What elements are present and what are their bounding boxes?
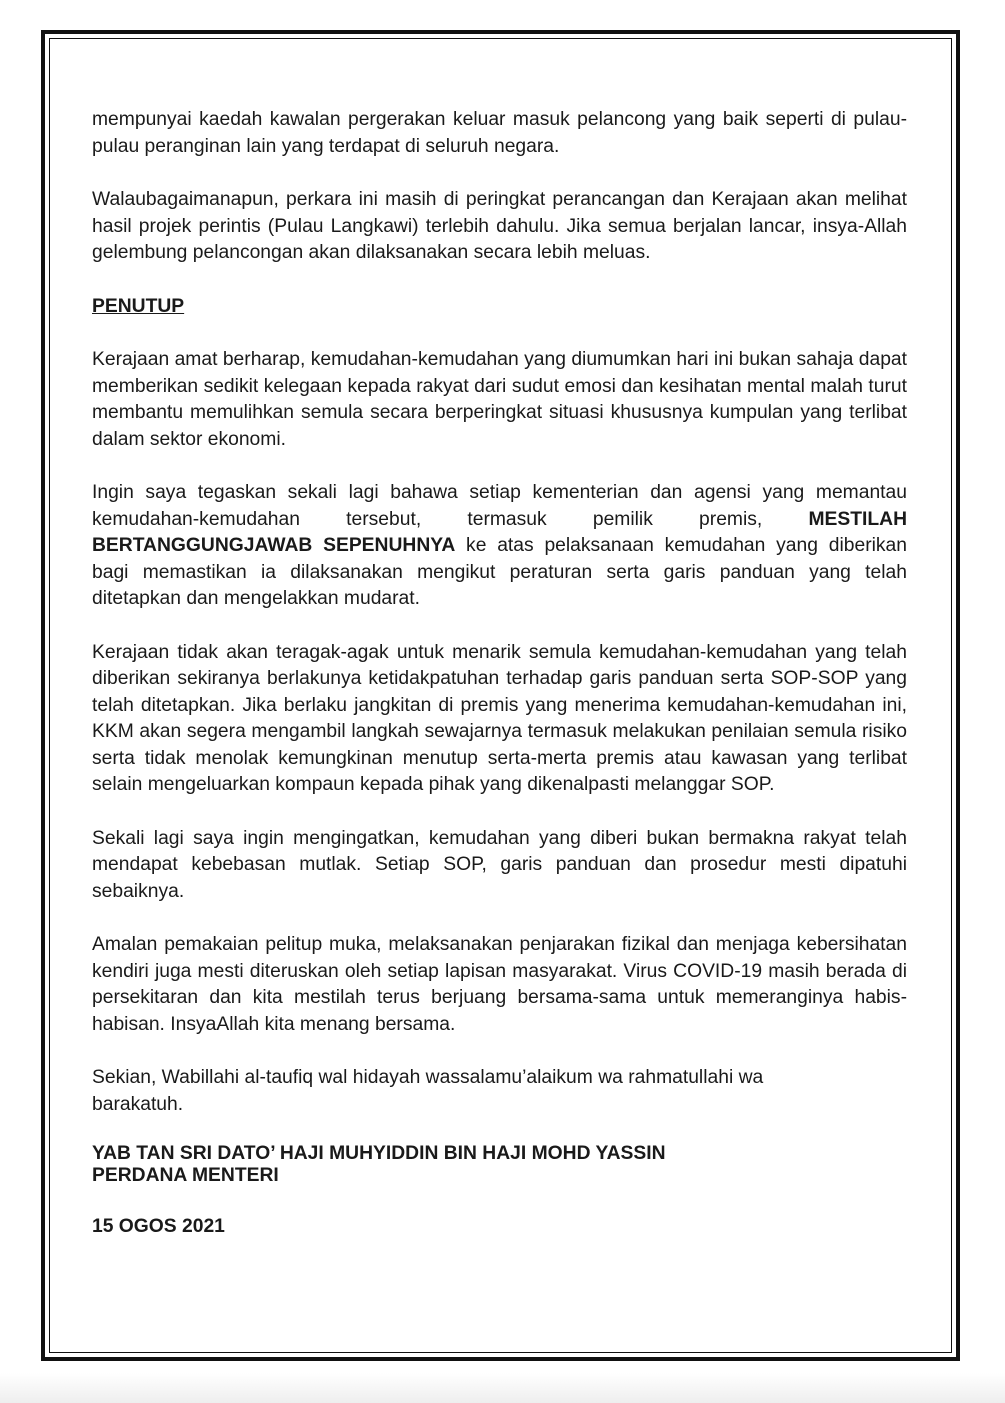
paragraph-5: Kerajaan tidak akan teragak-agak untuk menarik semula kemudahan-kemudahan yang telah diberikan sekiranya berlakunya ketidakpatuhan terhadap garis panduan serta SOP-SOP yang telah ditetapkan. Jika berlaku jangkitan di premis yang menerima kemudahan-kemudahan ini, KKM akan segera mengambil langkah sewajarnya termasuk melakukan penilaian semula risiko serta tidak menolak kemungkinan menutup serta-merta premis atau kawasan yang terlibat selain mengeluarkan kompaun kepada pihak yang dikenalpasti melanggar SOP. — [92, 641, 907, 795]
section-heading-penutup: PENUTUP — [92, 295, 185, 317]
paragraph-4-emphasis: MESTILAH BERTANGGUNGJAWAB SEPENUHNYA — [92, 508, 907, 556]
paragraph-4-text-end: ke atas pelaksanaan kemudahan yang diberikan bagi memastikan ia dilaksanakan mengikut peraturan serta garis panduan yang telah ditetapkan dan mengelakkan mudarat. — [92, 535, 907, 609]
document-body — [92, 107, 907, 1241]
paragraph-1: mempunyai kaedah kawalan pergerakan keluar masuk pelancong yang baik seperti di pulau-pulau peranginan lain yang terdapat di seluruh negara. — [92, 109, 907, 157]
signatory-name: YAB TAN SRI DATO’ HAJI MUHYIDDIN BIN HAJI MOHD YASSIN — [92, 1143, 666, 1164]
paragraph-6: Sekali lagi saya ingin mengingatkan, kemudahan yang diberi bukan bermakna rakyat telah mendapat kebebasan mutlak. Setiap SOP, garis panduan dan prosedur mesti dipatuhi sebaiknya. — [92, 827, 907, 902]
paragraph-4-text-start: Ingin saya tegaskan sekali lagi bahawa setiap kementerian dan agensi yang memantau kemudahan-kemudahan tersebut, termasuk pemilik premis, — [92, 482, 907, 530]
paragraph-3: Kerajaan amat berharap, kemudahan-kemudahan yang diumumkan hari ini bukan sahaja dapat memberikan sedikit kelegaan kepada rakyat dari sudut emosi dan kesihatan mental malah turut membantu memulihkan semula secara berperingkat situasi khususnya kumpulan yang terlibat dalam sektor ekonomi. — [92, 349, 907, 450]
paragraph-2: Walaubagaimanapun, perkara ini masih di peringkat perancangan dan Kerajaan akan melihat hasil projek perintis (Pulau Langkawi) terlebih dahulu. Jika semua berjalan lancar, insya-Allah gelembung pelancongan akan dilaksanakan secara lebih meluas. — [92, 189, 907, 263]
paragraph-4 — [92, 480, 907, 613]
signatory-title: PERDANA MENTERI — [92, 1165, 279, 1186]
page-bottom-shadow — [0, 1373, 1005, 1403]
paragraph-7: Amalan pemakaian pelitup muka, melaksanakan penjarakan fizikal dan menjaga kebersihatan kendiri juga mesti diteruskan oleh setiap lapisan masyarakat. Virus COVID-19 masih berada di persekitaran dan kita mestilah terus berjuang bersama-sama untuk memeranginya habis-habisan. InsyaAllah kita menang bersama. — [92, 934, 907, 1035]
closing-line-2: barakatuh. — [92, 1093, 184, 1115]
closing-line-1: Sekian, Wabillahi al-taufiq wal hidayah wassalamu’alaikum wa rahmatullahi wa — [92, 1067, 764, 1088]
document-date: 15 OGOS 2021 — [92, 1216, 225, 1237]
